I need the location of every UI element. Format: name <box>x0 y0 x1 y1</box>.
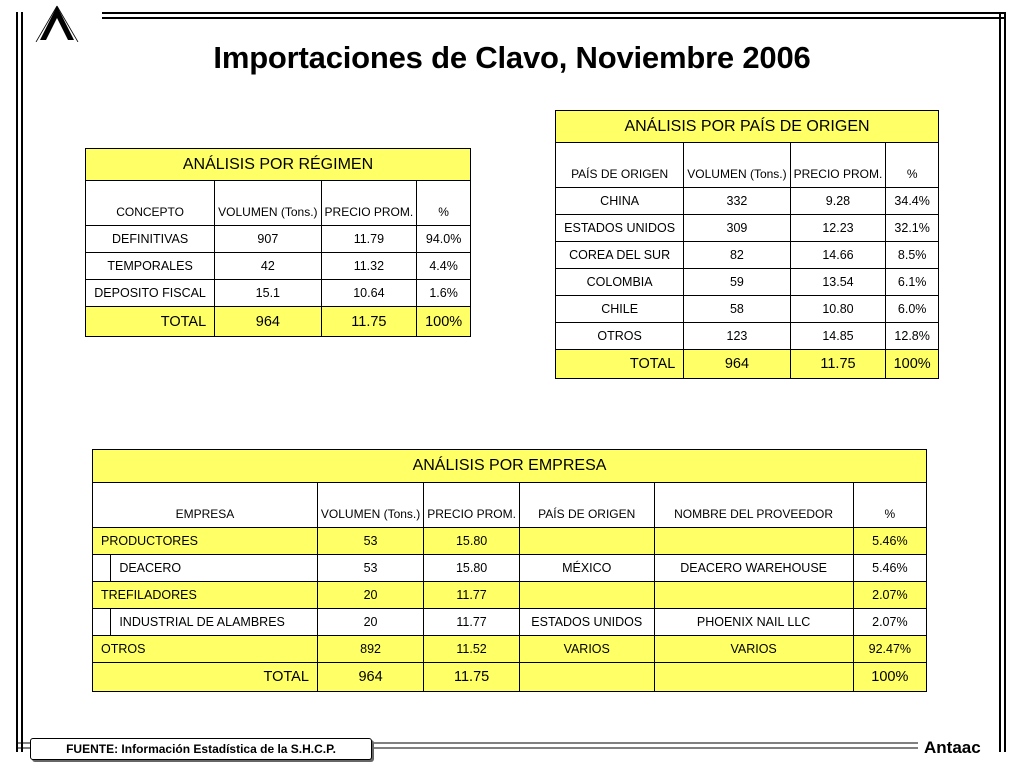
pais-cell: 6.0% <box>886 296 939 323</box>
empresa-cell: 11.77 <box>424 582 520 609</box>
pais-total-cell: 964 <box>684 350 790 379</box>
pais-cell: 58 <box>684 296 790 323</box>
table-row <box>556 269 939 296</box>
empresa-total-cell <box>654 663 853 692</box>
empresa-col-header: EMPRESA <box>93 483 318 528</box>
regimen-cell: DEFINITIVAS <box>86 226 215 253</box>
pais-cell: 10.80 <box>790 296 886 323</box>
table-row <box>556 215 939 242</box>
pais-col-header: PAÍS DE ORIGEN <box>556 143 684 188</box>
pais-cell: 34.4% <box>886 188 939 215</box>
empresa-cell: DEACERO WAREHOUSE <box>654 555 853 582</box>
empresa-total-cell: 100% <box>853 663 926 692</box>
regimen-col-header: CONCEPTO <box>86 181 215 226</box>
empresa-cell: MÉXICO <box>519 555 654 582</box>
empresa-cell: 2.07% <box>853 609 926 636</box>
regimen-cell: 4.4% <box>417 253 471 280</box>
table-row <box>93 582 927 609</box>
empresa-header: ANÁLISIS POR EMPRESA <box>93 450 927 483</box>
empresa-total-cell: TOTAL <box>93 663 318 692</box>
regimen-cell: TEMPORALES <box>86 253 215 280</box>
pais-cell: 14.66 <box>790 242 886 269</box>
empresa-cell: TREFILADORES <box>93 582 318 609</box>
empresa-cell: 5.46% <box>853 528 926 555</box>
regimen-total-cell: TOTAL <box>86 307 215 337</box>
regimen-col-header: % <box>417 181 471 226</box>
pais-cell: COREA DEL SUR <box>556 242 684 269</box>
empresa-col-header: PRECIO PROM. <box>424 483 520 528</box>
regimen-cell: 11.32 <box>321 253 417 280</box>
empresa-indent-cell <box>93 555 111 582</box>
regimen-total-cell: 11.75 <box>321 307 417 337</box>
pais-cell: 12.8% <box>886 323 939 350</box>
empresa-cell: 11.77 <box>424 609 520 636</box>
empresa-cell: 15.80 <box>424 528 520 555</box>
table-row <box>86 226 471 253</box>
top-rule <box>102 12 1006 14</box>
empresa-cell <box>519 582 654 609</box>
empresa-cell: 92.47% <box>853 636 926 663</box>
table-row <box>93 528 927 555</box>
pais-cell: OTROS <box>556 323 684 350</box>
empresa-cell <box>654 582 853 609</box>
empresa-col-header: NOMBRE DEL PROVEEDOR <box>654 483 853 528</box>
empresa-cell: VARIOS <box>654 636 853 663</box>
regimen-col-header: PRECIO PROM. <box>321 181 417 226</box>
empresa-indent-cell <box>93 609 111 636</box>
pais-col-header: PRECIO PROM. <box>790 143 886 188</box>
empresa-table <box>92 449 927 692</box>
pais-cell: CHILE <box>556 296 684 323</box>
pais-cell: 13.54 <box>790 269 886 296</box>
regimen-cell: 10.64 <box>321 280 417 307</box>
pais-col-header: % <box>886 143 939 188</box>
left-rule-2 <box>21 12 23 752</box>
empresa-total-cell: 964 <box>317 663 423 692</box>
empresa-cell: 892 <box>317 636 423 663</box>
pais-total-cell: TOTAL <box>556 350 684 379</box>
pais-cell: 82 <box>684 242 790 269</box>
source-note: FUENTE: Información Estadística de la S.H.C.P. <box>30 738 372 760</box>
regimen-cell: 11.79 <box>321 226 417 253</box>
pais-cell: COLOMBIA <box>556 269 684 296</box>
empresa-cell: 15.80 <box>424 555 520 582</box>
pais-cell: 12.23 <box>790 215 886 242</box>
empresa-cell: INDUSTRIAL DE ALAMBRES <box>111 609 318 636</box>
empresa-cell: 5.46% <box>853 555 926 582</box>
pais-cell: 123 <box>684 323 790 350</box>
empresa-cell: PHOENIX NAIL LLC <box>654 609 853 636</box>
empresa-cell: 20 <box>317 582 423 609</box>
pais-cell: 309 <box>684 215 790 242</box>
regimen-total-cell: 100% <box>417 307 471 337</box>
table-row <box>93 609 927 636</box>
empresa-cell: 20 <box>317 609 423 636</box>
pais-cell: 59 <box>684 269 790 296</box>
top-rule-2 <box>102 17 1006 19</box>
regimen-header: ANÁLISIS POR RÉGIMEN <box>86 149 471 181</box>
empresa-cell <box>519 528 654 555</box>
pais-cell: 332 <box>684 188 790 215</box>
regimen-cell: 907 <box>215 226 321 253</box>
table-row <box>86 280 471 307</box>
pais-cell: 6.1% <box>886 269 939 296</box>
pais-cell: ESTADOS UNIDOS <box>556 215 684 242</box>
pais-table <box>555 110 939 379</box>
empresa-col-header: % <box>853 483 926 528</box>
regimen-cell: 42 <box>215 253 321 280</box>
empresa-col-header: PAÍS DE ORIGEN <box>519 483 654 528</box>
table-row <box>556 296 939 323</box>
pais-cell: CHINA <box>556 188 684 215</box>
empresa-cell: 2.07% <box>853 582 926 609</box>
pais-cell: 14.85 <box>790 323 886 350</box>
pais-cell: 9.28 <box>790 188 886 215</box>
pais-header: ANÁLISIS POR PAÍS DE ORIGEN <box>556 111 939 143</box>
right-rule <box>999 12 1001 752</box>
table-row <box>556 188 939 215</box>
empresa-col-header: VOLUMEN (Tons.) <box>317 483 423 528</box>
empresa-total-cell: 11.75 <box>424 663 520 692</box>
regimen-col-header: VOLUMEN (Tons.) <box>215 181 321 226</box>
pais-total-cell: 11.75 <box>790 350 886 379</box>
empresa-cell <box>654 528 853 555</box>
pais-col-header: VOLUMEN (Tons.) <box>684 143 790 188</box>
empresa-cell: OTROS <box>93 636 318 663</box>
antaac-logo <box>34 4 80 42</box>
regimen-table <box>85 148 471 337</box>
empresa-total-cell <box>519 663 654 692</box>
table-row <box>556 323 939 350</box>
empresa-cell: 11.52 <box>424 636 520 663</box>
table-row <box>86 253 471 280</box>
empresa-cell: ESTADOS UNIDOS <box>519 609 654 636</box>
page-title: Importaciones de Clavo, Noviembre 2006 <box>213 40 811 75</box>
right-rule-2 <box>1004 12 1006 752</box>
empresa-cell: 53 <box>317 555 423 582</box>
regimen-cell: 15.1 <box>215 280 321 307</box>
table-row <box>556 242 939 269</box>
table-row <box>93 555 927 582</box>
regimen-cell: 1.6% <box>417 280 471 307</box>
table-row <box>93 636 927 663</box>
empresa-cell: PRODUCTORES <box>93 528 318 555</box>
empresa-cell: VARIOS <box>519 636 654 663</box>
pais-cell: 8.5% <box>886 242 939 269</box>
regimen-total-cell: 964 <box>215 307 321 337</box>
empresa-cell: 53 <box>317 528 423 555</box>
brand-name: Antaac <box>924 738 981 757</box>
pais-cell: 32.1% <box>886 215 939 242</box>
regimen-cell: 94.0% <box>417 226 471 253</box>
empresa-cell: DEACERO <box>111 555 318 582</box>
pais-total-cell: 100% <box>886 350 939 379</box>
left-rule <box>16 12 18 752</box>
regimen-cell: DEPOSITO FISCAL <box>86 280 215 307</box>
